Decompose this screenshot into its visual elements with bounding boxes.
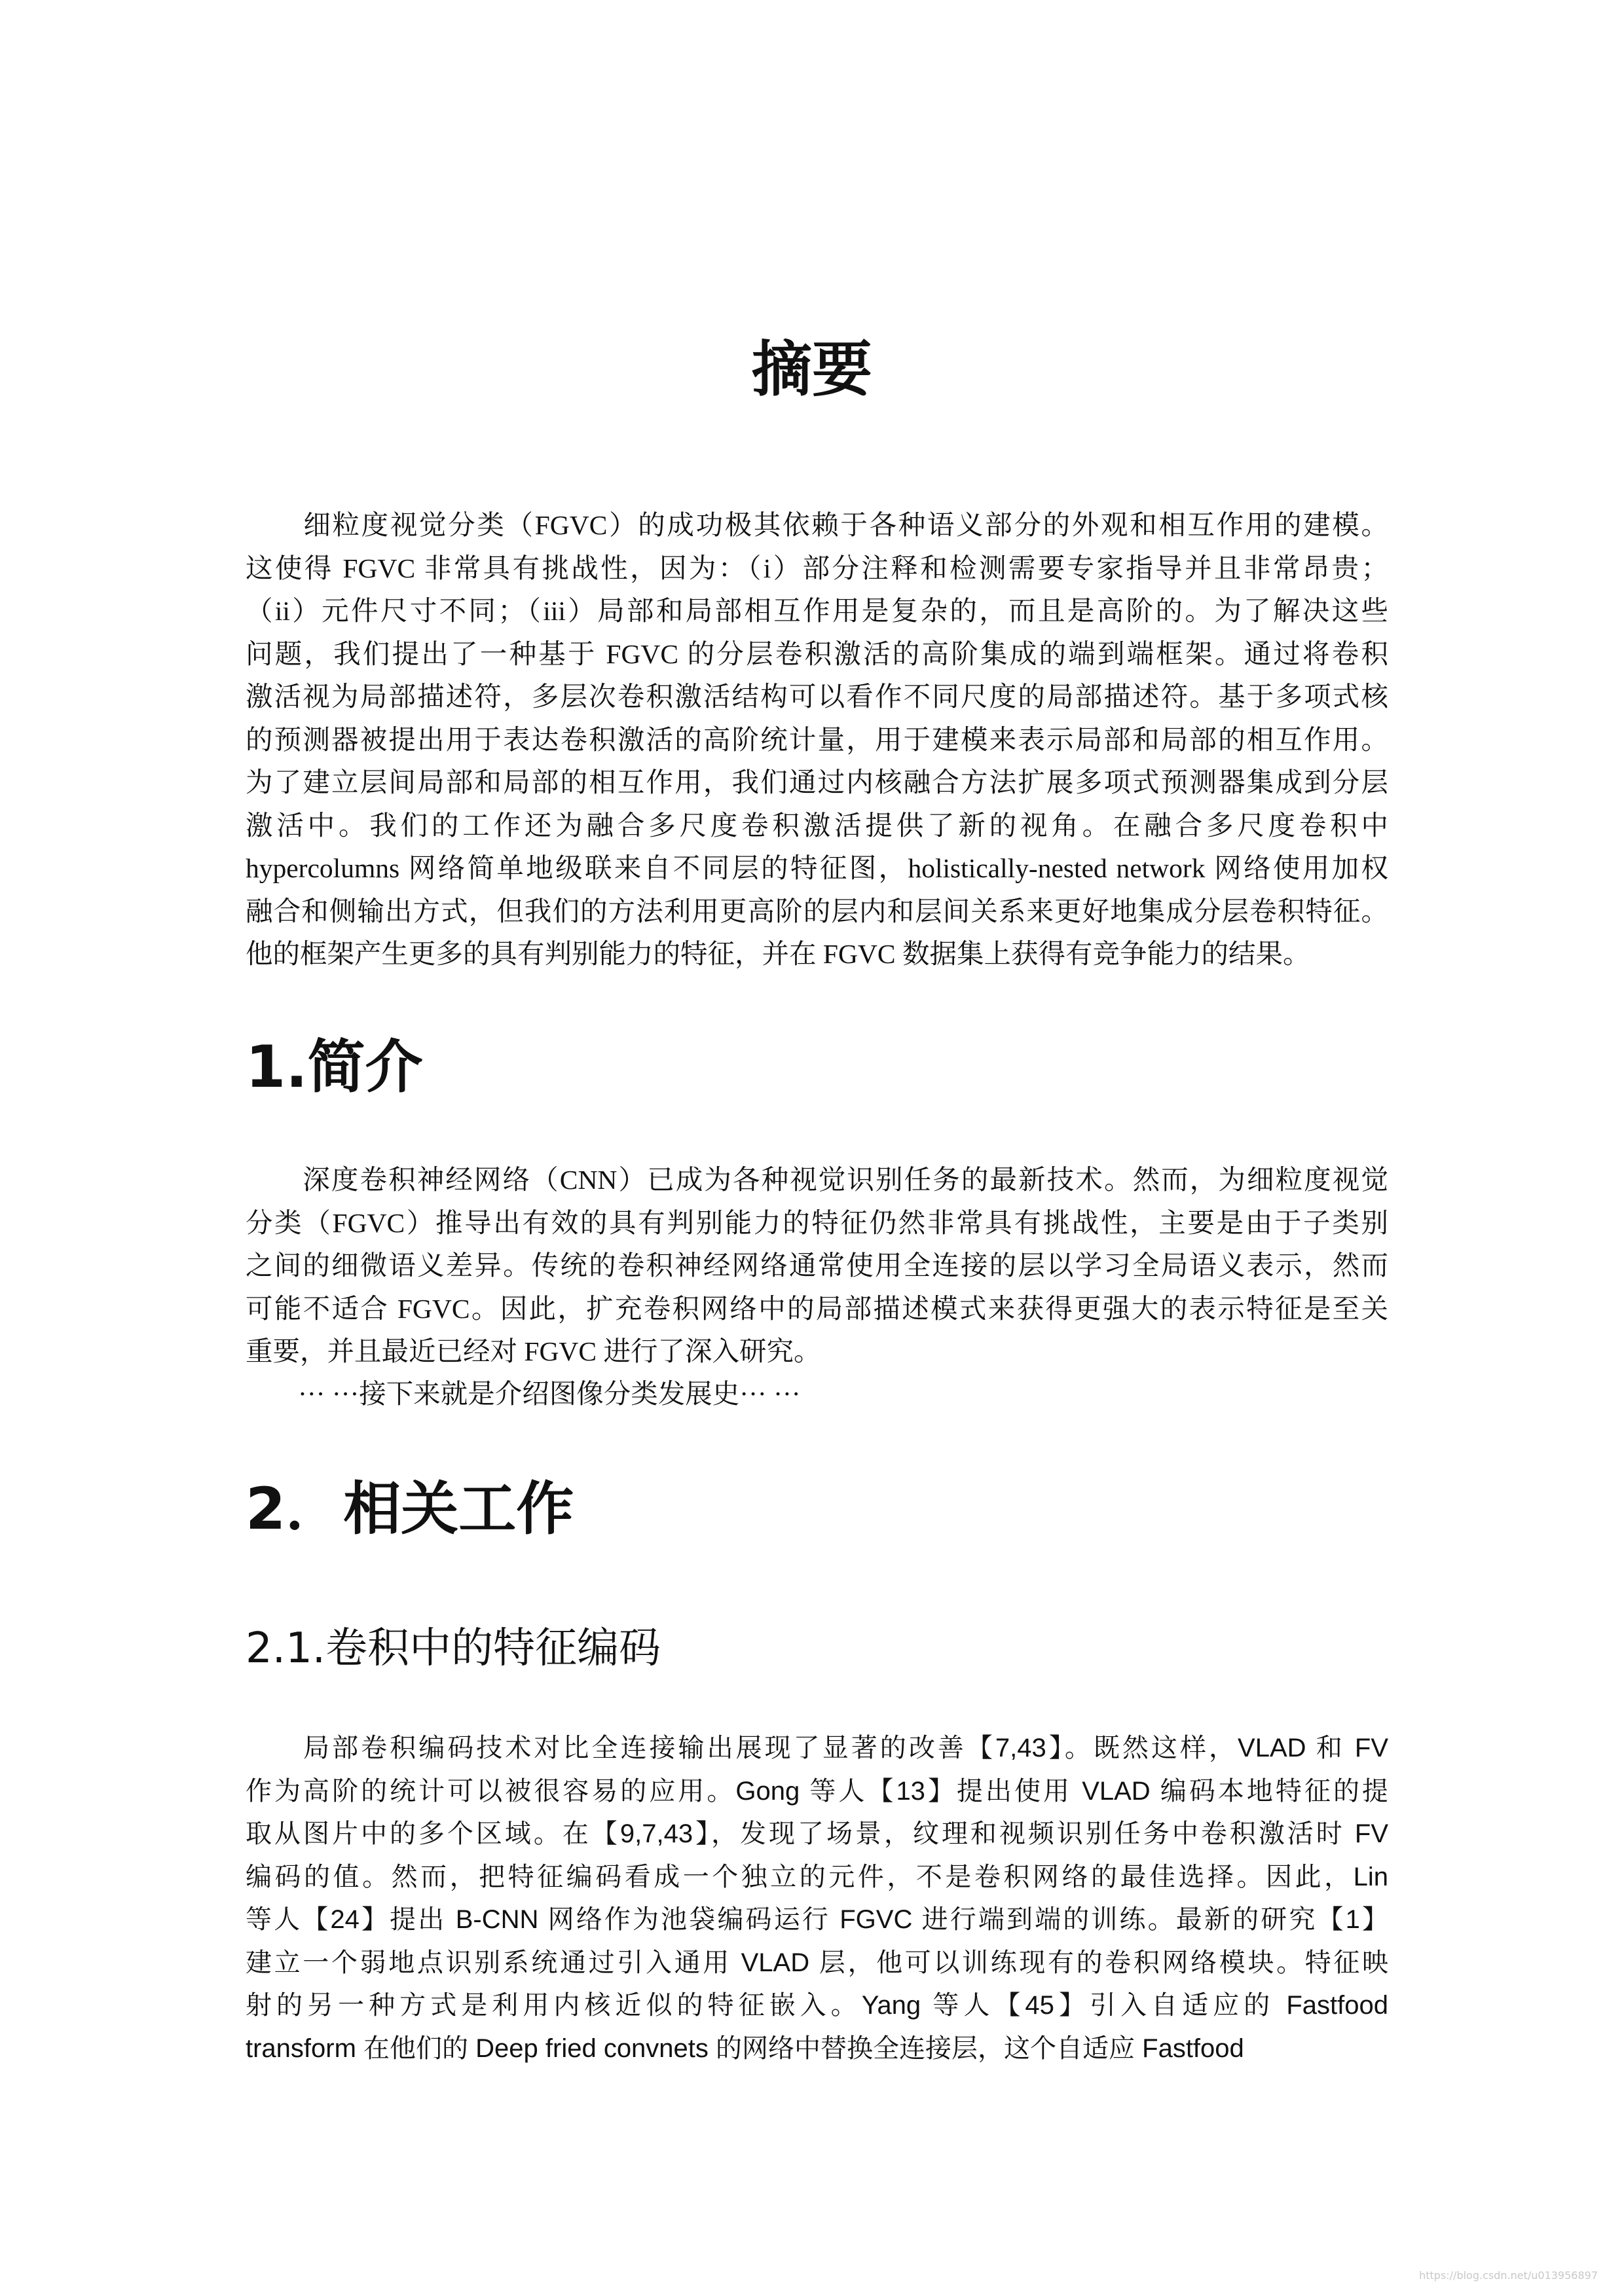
text-line: 融合和侧输出方式，但我们的方法利用更高阶的层内和层间关系来更好地集成分层卷积特征。 — [246, 896, 1388, 926]
text-line: 取从图片中的多个区域。在【9,7,43】，发现了场景，纹理和视频识别任务中卷积激活时 FV — [246, 1819, 1388, 1848]
text-line: 他的框架产生更多的具有判别能力的特征，并在 FGVC 数据集上获得有竞争能力的结果。 — [246, 939, 1310, 969]
text-line: 作为高阶的统计可以被很容易的应用。Gong 等人【13】提出使用 VLAD 编码本地特征的提 — [246, 1776, 1388, 1806]
text-line: transform 在他们的 Deep fried convnets 的网络中替换全连接层，这个自适应 Fastfood — [246, 2033, 1244, 2063]
text-line: 问题，我们提出了一种基于 FGVC 的分层卷积激活的高阶集成的端到端框架。通过将卷积 — [246, 638, 1388, 669]
feature-encoding-paragraph — [246, 1727, 1388, 2070]
text-line: 为了建立层间局部和局部的相互作用，我们通过内核融合方法扩展多项式预测器集成到分层 — [246, 767, 1388, 797]
text-line: 的预测器被提出用于表达卷积激活的高阶统计量，用于建模来表示局部和局部的相互作用。 — [246, 724, 1388, 755]
watermark: https://blog.csdn.net/u013956897 — [1419, 2269, 1598, 2282]
text-line: 深度卷积神经网络（CNN）已成为各种视觉识别任务的最新技术。然而，为细粒度视觉 — [246, 1165, 1388, 1195]
page-title: 摘要 — [751, 335, 872, 405]
section-1-heading: 1.简介 — [246, 1033, 423, 1101]
text-line: 等人【24】提出 B-CNN 网络作为池袋编码运行 FGVC 进行端到端的训练。最新的研究【1】 — [246, 1905, 1388, 1934]
text-line: 编码的值。然而，把特征编码看成一个独立的元件，不是卷积网络的最佳选择。因此，Lin — [246, 1862, 1388, 1891]
text-line: 建立一个弱地点识别系统通过引入通用 VLAD 层，他可以训练现有的卷积网络模块。特征映 — [246, 1948, 1388, 1977]
introduction-note: ··· ···接下来就是介绍图像分类发展史··· ··· — [298, 1379, 801, 1409]
abstract-paragraph — [246, 504, 1388, 976]
text-line: 可能不适合 FGVC。因此，扩充卷积网络中的局部描述模式来获得更强大的表示特征是至关 — [246, 1293, 1388, 1324]
text-line: hypercolumns 网络简单地级联来自不同层的特征图，holistically-nested network 网络使用加权 — [246, 853, 1388, 883]
text-line: 激活中。我们的工作还为融合多尺度卷积激活提供了新的视角。在融合多尺度卷积中 — [246, 810, 1388, 841]
text-line: 分类（FGVC）推导出有效的具有判别能力的特征仍然非常具有挑战性，主要是由于子类别 — [246, 1207, 1388, 1238]
subsection-2-1-heading: 2.1.卷积中的特征编码 — [246, 1624, 661, 1673]
section-2-heading: 2．相关工作 — [246, 1475, 574, 1542]
text-line: 局部卷积编码技术对比全连接输出展现了显著的改善【7,43】。既然这样，VLAD 和 FV — [246, 1734, 1388, 1762]
text-line: 激活视为局部描述符，多层次卷积激活结构可以看作不同尺度的局部描述符。基于多项式核 — [246, 682, 1388, 712]
text-line: 这使得 FGVC 非常具有挑战性，因为：（i）部分注释和检测需要专家指导并且非常昂贵； — [246, 553, 1388, 583]
text-line: （ii）元件尺寸不同；（iii）局部和局部相互作用是复杂的，而且是高阶的。为了解决这些 — [246, 596, 1388, 626]
text-line: 重要，并且最近已经对 FGVC 进行了深入研究。 — [246, 1336, 821, 1366]
introduction-paragraph — [246, 1159, 1388, 1374]
text-line: 细粒度视觉分类（FGVC）的成功极其依赖于各种语义部分的外观和相互作用的建模。 — [246, 510, 1388, 540]
text-line: 之间的细微语义差异。传统的卷积神经网络通常使用全连接的层以学习全局语义表示，然而 — [246, 1250, 1388, 1281]
text-line: 射的另一种方式是利用内核近似的特征嵌入。Yang 等人【45】引入自适应的 Fastfood — [246, 1991, 1388, 2020]
